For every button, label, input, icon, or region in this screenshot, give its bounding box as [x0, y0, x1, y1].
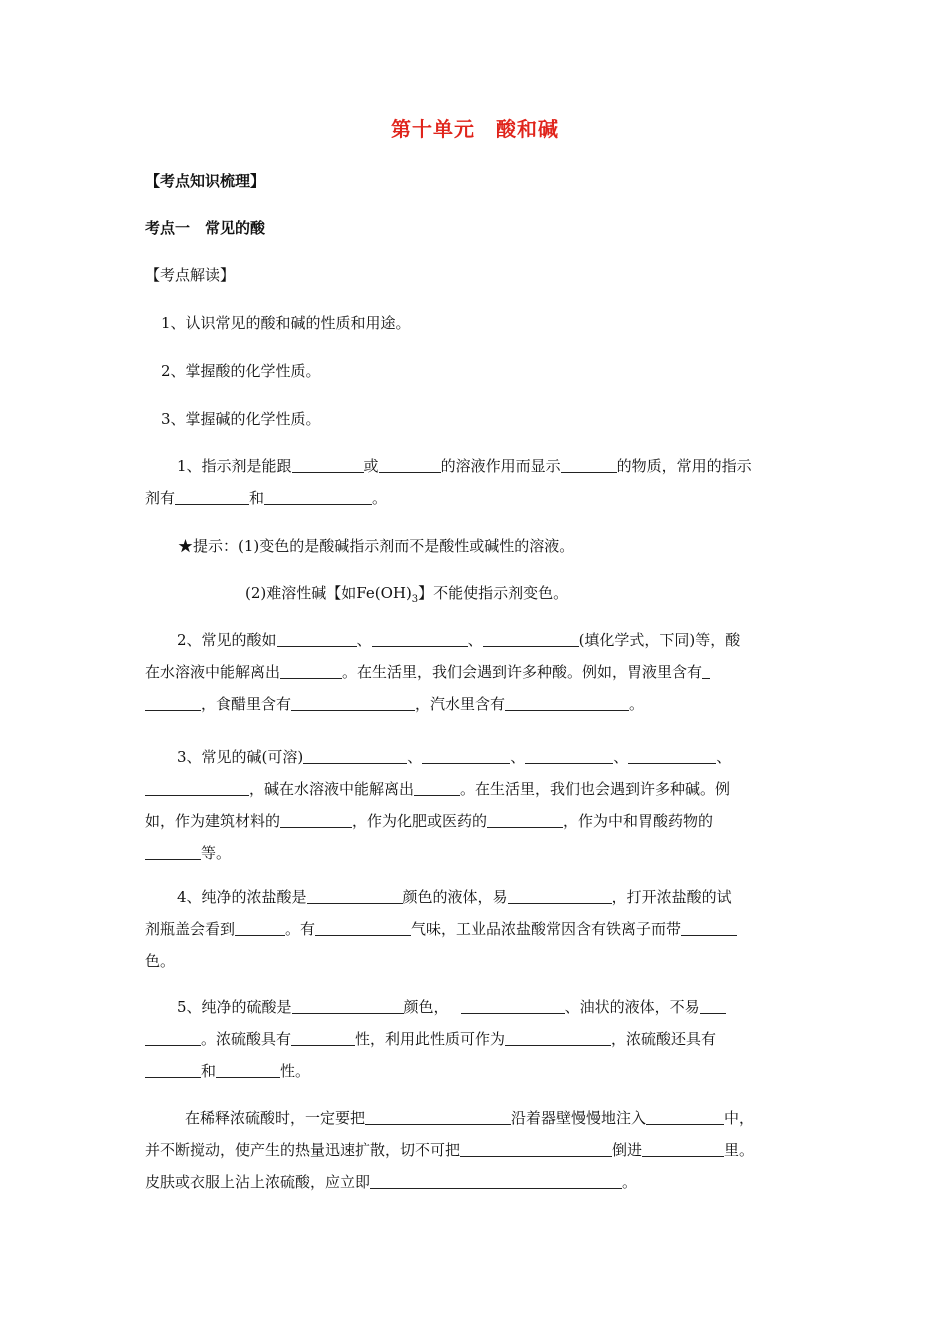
answer-blank[interactable]: [646, 1108, 724, 1125]
q5-text-b: 颜色，: [403, 998, 449, 1016]
question-5: [145, 991, 810, 1087]
answer-blank[interactable]: [561, 456, 617, 473]
q1-text-f: 和: [249, 489, 265, 507]
q3-text-e: ，作为化肥或医药的: [352, 812, 488, 830]
answer-blank[interactable]: [505, 1029, 611, 1046]
objective-1: 1、认识常见的酸和碱的性质和用途。: [161, 314, 411, 332]
answer-blank[interactable]: [145, 843, 201, 860]
page-title: 第十单元 酸和碱: [391, 117, 559, 141]
separator: 、: [510, 748, 526, 766]
answer-blank[interactable]: [483, 630, 579, 647]
tip-2: [245, 583, 568, 610]
answer-blank[interactable]: [175, 488, 249, 505]
q3-text-b: ，碱在水溶液中能解离出: [249, 780, 415, 798]
q5-text-e: 性，利用此性质可作为: [355, 1030, 506, 1048]
separator: 、: [613, 748, 629, 766]
section-heading: 【考点知识梳理】: [145, 172, 266, 190]
answer-blank[interactable]: [461, 997, 565, 1014]
q5-text-d: 。浓硫酸具有: [201, 1030, 292, 1048]
answer-blank[interactable]: [372, 630, 468, 647]
answer-blank[interactable]: [681, 919, 737, 936]
q1-text-d: 的物质，常用的指示: [616, 457, 752, 475]
q2-text-g: 。: [629, 695, 645, 713]
q4-text-c: ，打开浓盐酸的试: [611, 888, 732, 906]
answer-blank[interactable]: [303, 747, 407, 764]
q1-text-e: 剂有: [145, 489, 176, 507]
answer-blank[interactable]: [280, 662, 342, 679]
separator: 、: [467, 631, 483, 649]
objective-2: 2、掌握酸的化学性质。: [161, 362, 321, 380]
q6-text-g: 皮肤或衣服上沾上浓硫酸，应立即: [145, 1173, 371, 1191]
q4-text-f: 气味，工业品浓盐酸常因含有铁离子而带: [411, 920, 682, 938]
q4-text-d: 剂瓶盖会看到: [145, 920, 236, 938]
q5-text-a: 5、纯净的硫酸是: [177, 998, 292, 1016]
answer-blank[interactable]: [292, 997, 404, 1014]
question-1: [145, 450, 810, 514]
answer-blank[interactable]: [460, 1140, 612, 1157]
answer-blank[interactable]: [280, 811, 352, 828]
q3-text-g: 等。: [201, 844, 232, 862]
answer-blank[interactable]: [216, 1061, 280, 1078]
answer-blank[interactable]: [379, 456, 441, 473]
answer-blank[interactable]: [277, 630, 357, 647]
answer-blank[interactable]: [700, 997, 726, 1014]
interpret-heading: 【考点解读】: [145, 266, 236, 284]
answer-blank[interactable]: [291, 694, 415, 711]
answer-blank[interactable]: [235, 919, 285, 936]
question-6: [145, 1102, 815, 1198]
q2-text-f: ，汽水里含有: [415, 695, 506, 713]
q5-text-h: 性。: [280, 1062, 311, 1080]
question-4: [145, 881, 810, 977]
answer-blank[interactable]: [487, 811, 563, 828]
q6-text-a: 在稀释浓硫酸时，一定要把: [185, 1109, 366, 1127]
q2-text-c: 在水溶液中能解离出: [145, 663, 281, 681]
tip-2-text-b: 】不能使指示剂变色。: [418, 584, 569, 602]
separator: 、: [356, 631, 372, 649]
answer-blank[interactable]: [145, 1061, 201, 1078]
answer-blank[interactable]: [702, 662, 710, 679]
q6-text-f: 里。: [724, 1141, 755, 1159]
q5-text-g: 和: [201, 1062, 217, 1080]
q6-text-h: 。: [622, 1173, 638, 1191]
answer-blank[interactable]: [315, 919, 411, 936]
q2-text-d: 。在生活里，我们会遇到许多种酸。例如，胃液里含有: [342, 663, 703, 681]
point1-heading: 考点一 常见的酸: [145, 219, 266, 237]
answer-blank[interactable]: [508, 887, 612, 904]
q4-text-a: 4、纯净的浓盐酸是: [177, 888, 307, 906]
q2-text-a: 2、常见的酸如: [177, 631, 277, 649]
separator: 、: [407, 748, 423, 766]
tip-2-subscript: 3: [411, 594, 419, 605]
answer-blank[interactable]: [145, 779, 249, 796]
answer-blank[interactable]: [291, 1029, 355, 1046]
answer-blank[interactable]: [628, 747, 716, 764]
q2-text-e: ，食醋里含有: [201, 695, 292, 713]
q5-text-f: ，浓硫酸还具有: [611, 1030, 717, 1048]
q4-text-g: 色。: [145, 952, 176, 970]
answer-blank[interactable]: [370, 1172, 622, 1189]
q4-text-b: 颜色的液体，易: [402, 888, 508, 906]
q3-text-a: 3、常见的碱(可溶): [177, 748, 304, 766]
question-2: [145, 624, 810, 720]
answer-blank[interactable]: [292, 456, 364, 473]
q2-text-b: (填化学式，下同)等，酸: [578, 631, 741, 649]
question-3: [145, 741, 810, 869]
q6-text-b: 沿着器壁慢慢地注入: [511, 1109, 647, 1127]
tip-2-text-a: (2)难溶性碱【如Fe(OH): [245, 584, 412, 602]
q3-text-d: 如，作为建筑材料的: [145, 812, 281, 830]
q1-text-a: 1、指示剂是能跟: [177, 457, 292, 475]
q6-text-c: 中，: [724, 1109, 755, 1127]
q1-text-b: 或: [363, 457, 379, 475]
answer-blank[interactable]: [307, 887, 403, 904]
q3-text-f: ，作为中和胃酸药物的: [563, 812, 714, 830]
separator: 、: [716, 748, 732, 766]
answer-blank[interactable]: [365, 1108, 511, 1125]
answer-blank[interactable]: [422, 747, 510, 764]
objective-3: 3、掌握碱的化学性质。: [161, 410, 321, 428]
q1-text-c: 的溶液作用而显示: [440, 457, 561, 475]
answer-blank[interactable]: [525, 747, 613, 764]
q3-text-c: 。在生活里，我们也会遇到许多种碱。例: [460, 780, 731, 798]
answer-blank[interactable]: [642, 1140, 724, 1157]
q4-text-e: 。有: [285, 920, 316, 938]
answer-blank[interactable]: [414, 779, 460, 796]
q6-text-d: 并不断搅动，使产生的热量迅速扩散，切不可把: [145, 1141, 461, 1159]
tip-1: ★提示：(1)变色的是酸碱指示剂而不是酸性或碱性的溶液。: [178, 537, 575, 555]
answer-blank[interactable]: [145, 1029, 201, 1046]
q1-text-g: 。: [372, 489, 388, 507]
q6-text-e: 倒进: [612, 1141, 643, 1159]
answer-blank[interactable]: [145, 694, 201, 711]
q5-text-c: 、油状的液体，不易: [564, 998, 700, 1016]
answer-blank[interactable]: [264, 488, 372, 505]
answer-blank[interactable]: [505, 694, 629, 711]
